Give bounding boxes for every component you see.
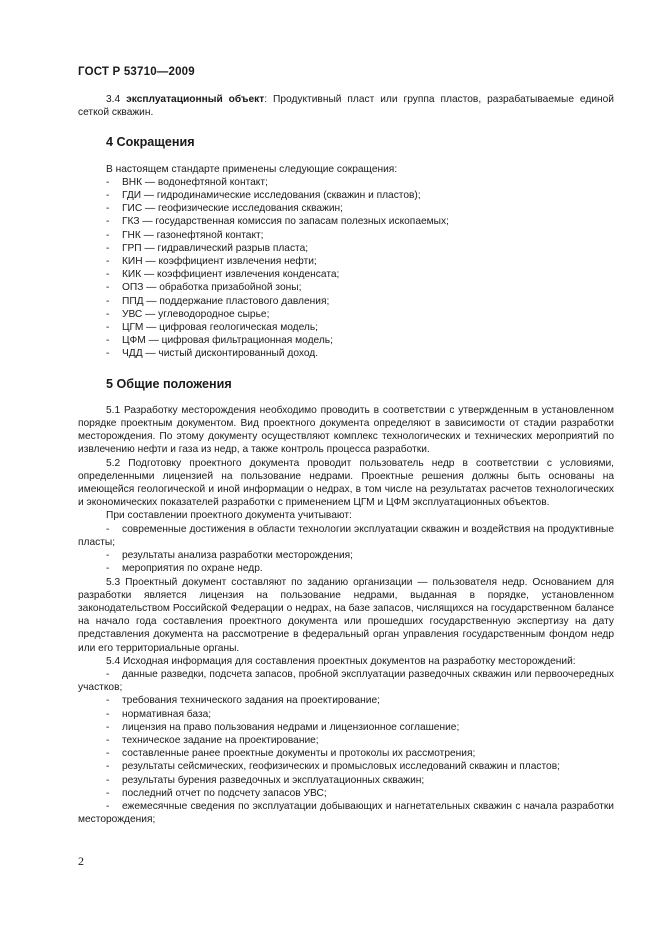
bullet-dash: - <box>106 668 110 680</box>
bullet-dash: - <box>106 787 110 799</box>
list-item <box>106 295 614 308</box>
bullet-dash: - <box>106 256 110 268</box>
list-item <box>78 734 614 747</box>
section-4-intro: В настоящем стандарте применены следующие сокращения: <box>106 163 398 175</box>
bullet-dash: - <box>106 734 110 746</box>
section-4-heading: 4 Сокращения <box>106 135 195 150</box>
list-5-4 <box>78 668 614 826</box>
list-item <box>78 800 614 826</box>
bullet-dash: - <box>106 695 110 707</box>
bullet-dash: - <box>106 203 110 215</box>
document-header: ГОСТ Р 53710—2009 <box>78 66 195 78</box>
list-item-text: ВНК — водонефтяной контакт; <box>122 176 268 188</box>
list-item <box>78 523 614 549</box>
list-item <box>106 242 614 255</box>
list-item-text: ЦГМ — цифровая геологическая модель; <box>122 322 318 334</box>
list-item-text: результаты сейсмических, геофизических и промысловых исследований скважин и пластов; <box>122 761 560 773</box>
list-item-text: УВС — углеводородное сырье; <box>122 308 270 320</box>
list-item <box>106 202 614 215</box>
bullet-dash: - <box>106 295 110 307</box>
list-item-text: ежемесячные сведения по эксплуатации добывающих и нагнетательных скважин с начала разработки месторождения; <box>78 800 614 826</box>
bullet-dash: - <box>106 761 110 773</box>
list-item <box>106 229 614 242</box>
list-item <box>78 787 614 800</box>
paragraph-5-1: 5.1 Разработку месторождения необходимо проводить в соответствии с утвержденным в установленном порядке проектным документом. Вид проектного документа определяют в зависимости от стадии разработки месторождения. По этому документу осуществляют комплекс технологических и технических мероприятий по извлечению нефти и газа из недр, а также контроль процесса разработки. <box>78 404 614 456</box>
bullet-dash: - <box>106 308 110 320</box>
bullet-dash: - <box>106 176 110 188</box>
list-item-text: последний отчет по подсчету запасов УВС; <box>122 787 327 799</box>
list-item-text: требования технического задания на проектирование; <box>122 695 380 707</box>
list-item-text: ЦФМ — цифровая фильтрационная модель; <box>122 335 333 347</box>
list-item-text: данные разведки, подсчета запасов, пробной эксплуатации разведочных скважин или первоочередных участков; <box>78 668 614 694</box>
list-item <box>106 321 614 334</box>
list-item-text: мероприятия по охране недр. <box>122 563 263 575</box>
bullet-dash: - <box>106 322 110 334</box>
list-item <box>106 334 614 347</box>
bullet-dash: - <box>106 523 110 535</box>
list-item-text: КИК — коэффициент извлечения конденсата; <box>122 269 340 281</box>
term-3-4 <box>78 93 614 119</box>
bullet-dash: - <box>106 800 110 812</box>
list-item-text: результаты бурения разведочных и эксплуатационных скважин; <box>122 774 425 786</box>
list-item-text: ГДИ — гидродинамические исследования (скважин и пластов); <box>122 190 421 202</box>
list-item <box>106 268 614 281</box>
list-item <box>78 549 614 562</box>
list-item <box>78 760 614 773</box>
bullet-dash: - <box>106 550 110 562</box>
bullet-dash: - <box>106 748 110 760</box>
list-item <box>106 215 614 228</box>
list-item <box>106 189 614 202</box>
page-content <box>78 93 614 826</box>
list-item-text: ГРП — гидравлический разрыв пласта; <box>122 242 309 254</box>
list-item-text: ГИС — геофизические исследования скважин; <box>122 203 343 215</box>
bullet-dash: - <box>106 242 110 254</box>
list-item <box>78 708 614 721</box>
bullet-dash: - <box>106 774 110 786</box>
list-item-text: техническое задание на проектирование; <box>122 734 319 746</box>
list-item <box>78 747 614 760</box>
bullet-dash: - <box>106 282 110 294</box>
abbreviation-list <box>78 176 614 361</box>
section-5-heading: 5 Общие положения <box>106 376 232 391</box>
list-item <box>106 176 614 189</box>
list-item-text: лицензия на право пользования недрами и лицензионное соглашение; <box>122 721 460 733</box>
list-item-text: нормативная база; <box>122 708 212 720</box>
bullet-dash: - <box>106 269 110 281</box>
list-item <box>78 774 614 787</box>
bullet-dash: - <box>106 229 110 241</box>
term-label: эксплуатационный объект <box>126 94 265 105</box>
bullet-dash: - <box>106 190 110 202</box>
bullet-dash: - <box>106 721 110 733</box>
list-item-text: составленные ранее проектные документы и протоколы их рассмотрения; <box>122 748 476 760</box>
bullet-dash: - <box>106 348 110 360</box>
list-item <box>78 562 614 575</box>
list-item <box>78 694 614 707</box>
list-item <box>78 721 614 734</box>
list-item <box>106 255 614 268</box>
list-5-2 <box>78 523 614 576</box>
page-number: 2 <box>78 854 84 868</box>
list-item <box>78 668 614 694</box>
list-item-text: ОПЗ — обработка призабойной зоны; <box>122 282 302 294</box>
list-item-text: ГНК — газонефтяной контакт; <box>122 229 264 241</box>
list-item <box>106 308 614 321</box>
bullet-dash: - <box>106 563 110 575</box>
list-item-text: ЧДД — чистый дисконтированный доход. <box>122 348 319 360</box>
list-item <box>106 347 614 360</box>
list-item-text: современные достижения в области технологии эксплуатации скважин и воздействия на продуктивные пласты; <box>78 523 614 548</box>
list-item-text: ППД — поддержание пластового давления; <box>122 295 330 307</box>
list-item <box>106 281 614 294</box>
term-definition: : Продуктивный пласт или группа пластов, разрабатываемые единой сеткой скважин. <box>78 94 614 119</box>
paragraph-5-3: 5.3 Проектный документ составляют по заданию организации — пользователя недр. Основанием для разработки является лицензия на пользование недрами, выданная в порядке, установленном законодательством Российской Федерации о недрах, на базе запасов, числящихся на государственном балансе на начало года составления проектного документа или прошедших государственную экспертизу на дату представления документа на рассмотрение в федеральный орган управления государственным фондом недр или его территориальные органы. <box>78 576 614 654</box>
list-item-text: КИН — коэффициент извлечения нефти; <box>122 256 317 268</box>
paragraph-5-4: 5.4 Исходная информация для составления проектных документов на разработку месторождений: <box>106 655 576 667</box>
list-item-text: ГКЗ — государственная комиссия по запасам полезных ископаемых; <box>122 216 449 228</box>
bullet-dash: - <box>106 216 110 228</box>
paragraph-5-2-intro: При составлении проектного документа учитывают: <box>106 510 352 522</box>
list-item-text: результаты анализа разработки месторождения; <box>122 550 353 562</box>
bullet-dash: - <box>106 708 110 720</box>
term-number: 3.4 <box>106 94 121 105</box>
paragraph-5-2: 5.2 Подготовку проектного документа проводит пользователь недр в соответствии с условиями, определенными лицензией на пользование недрами. Проектные решения должны быть основаны на имеющейся геологической и иной информации о недрах, в том числе на результатах расчетов технологических и экономических показателей разработки с применением ЦГМ и ЦФМ эксплуатационных объектов. <box>78 457 614 509</box>
bullet-dash: - <box>106 335 110 347</box>
